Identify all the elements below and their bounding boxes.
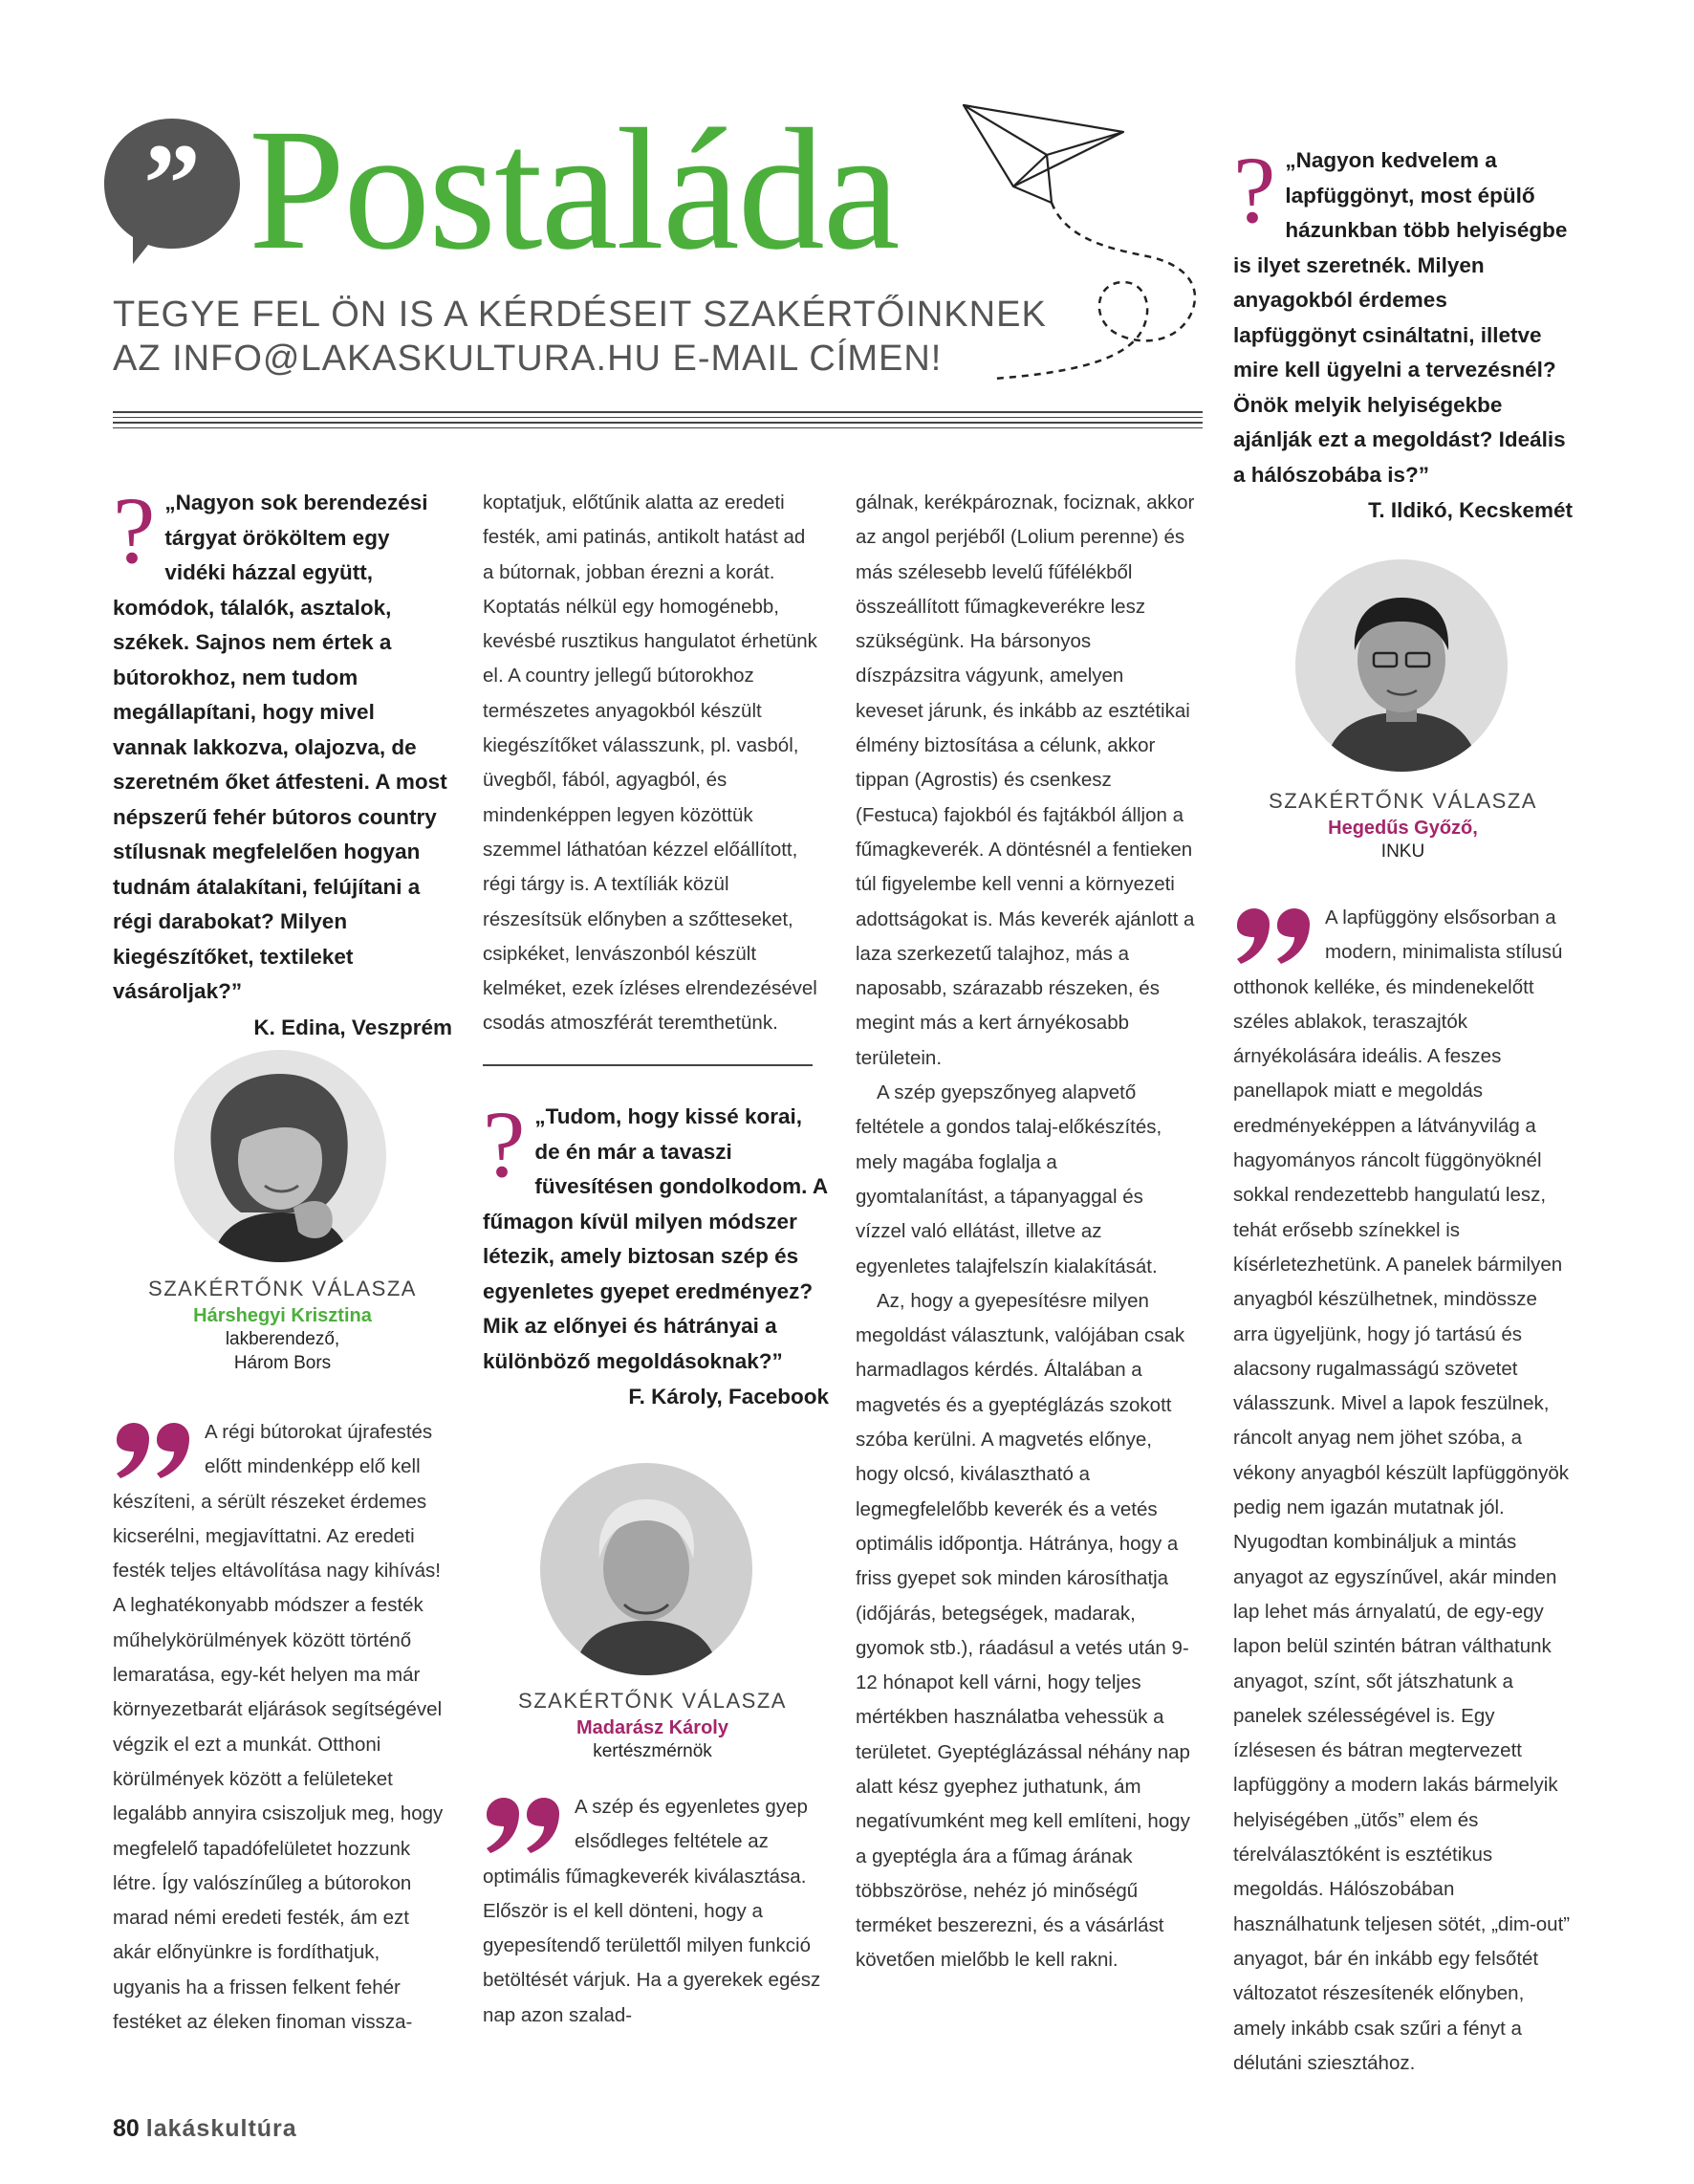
subtitle-line-1: TEGYE FEL ÖN IS A KÉRDÉSEIT SZAKÉRTŐINKNEK — [113, 295, 1047, 335]
answer-2-paragraph-3: Az, hogy a gyepesítésre milyen megoldást választunk, valójában csak harmadlagos kérdés. Általában a magvetés és a gyeptéglázás szokott szóba kerülni. A magvetés előnye, hogy olcsó, kiválasztható a legmegfelelőbb keverék és a vetés optimális időpontja. Hátránya, hogy a friss gyepet sok minden károsíthatja (időjárás, betegségek, madarak, gyomok stb.), ráadásul a vetés után 9-12 hónapot kell várni, hogy teljes mértékben használatba vehessük a területet. Gyeptéglázással néhány nap alatt kész gyephez juthatunk, ám negatívumként meg kell említeni, hogy a gyeptégla ára a fűmag árának többszöröse, nehéz jó minőségű terméket beszerezni, és a vásárlást követően mielőbb le kell rakni. — [856, 1289, 1190, 1972]
expert-role: INKU — [1380, 841, 1425, 862]
magazine-name: lakáskultúra — [145, 2115, 297, 2142]
page-subtitle — [113, 293, 1047, 381]
expert-name: Hárshegyi Krisztina — [193, 1305, 372, 1326]
answer-2-text: A szép és egyenletes gyep elsődleges feltétele az optimális fűmagkeverék kiválasztása. Először is el kell dönteni, hogy a gyepesítendő területtől milyen funkció betöltését várjuk. Ha a gyerekek egész nap azon szalad- — [483, 1796, 821, 2026]
question-1-text: „Nagyon sok berendezési tárgyat örököltem egy vidéki házzal együtt, komódok, tálalók, asztalok, székek. Sajnos nem értek a bútorokhoz, nem tudom megállapítani, hogy mivel vannak lakkozva, olajozva, de szeretném őket átfesteni. A most népszerű fehér bútoros country stílusnak megfelelően hogyan tudnám átalakítani, felújítani a régi darabokat? Milyen kiegészítőket, textileket vásároljak?” — [113, 491, 447, 1003]
question-3-text: „Nagyon kedvelem a lapfüggönyt, most épülő házunkban több helyiségbe is ilyet szeretnék. Milyen anyagokból érdemes lapfüggönyt csináltatni, illetve mire kell ügyelni a tervezésnél? Önök melyik helyiségekbe ajánlják ezt a megoldást? Ideális a hálószobába is?” — [1233, 148, 1568, 487]
page-number: 80 — [113, 2115, 140, 2142]
quote-marks-icon — [113, 1423, 193, 1480]
answer-2-paragraph-2: A szép gyepszőnyeg alapvető feltétele a gondos talaj-előkészítés, mely magába foglalja a gyomtalanítást, a tápanyaggal és vízzel való ellátást, illetve az egyenletes talajfelszín kialakítását. — [856, 1081, 1162, 1278]
quote-marks-icon — [1233, 908, 1314, 966]
expert-role-2: Három Bors — [233, 1353, 332, 1373]
question-mark-icon: ? — [483, 1091, 526, 1197]
expert-label: SZAKÉRTŐNK VÁLASZA — [148, 1277, 417, 1300]
question-2-text: „Tudom, hogy kissé korai, de én már a tavaszi füvesítésen gondolkodom. A fűmagon kívül milyen módszer létezik, amely biztosan szép és egyenletes gyepet eredményez? Mik az előnyei és hátrányai a különböző megoldásoknak?” — [483, 1104, 828, 1373]
expert-name: Hegedűs Győző, — [1328, 818, 1478, 839]
question-mark-icon: ? — [113, 477, 156, 583]
answer-3-text: A lapfüggöny elsősorban a modern, minimalista stílusú otthonok kelléke, és mindenekelőtt széles ablakok, teraszajtók árnyékolására ideális. A feszes panellapok miatt e megoldás eredményeképpen a látványvilág a hagyományos ráncolt függönyöknél sokkal rendezettebb hangulatú lesz, tehát erősebb színekkel is kísérletezhetünk. A panelek bármilyen anyagból készülhetnek, mindössze arra ügyeljünk, hogy jó tartású és alacsony rugalmasságú szövetet válasszunk. Mivel a lapok feszülnek, ráncolt anyag nem jöhet szóba, a vékony anyagból készült lapfüggönyök pedig nem igazán mutatnak jól. Nyugodtan kombináljuk a mintás anyagot az egyszínűvel, akár minden lap lehet más árnyalatú, de egy-egy lapon belül szintén bátran válthatunk anyagot, színt, sőt játszhatunk a panelek szélességével is. Egy ízlésesen és bátran megtervezett lapfüggöny a modern lakás bármelyik helyiségében „ütős” elem és térelválasztóként is esztétikus megoldás. Hálószobában használhatunk teljesen sötét, „dim-out” anyagot, bár én inkább egy felsőtét változatot részesítenék előnyben, amely inkább csak szűri a fényt a délutáni sziesztához. — [1233, 906, 1571, 2074]
question-3 — [1233, 137, 1573, 523]
question-3-signature: T. Ildikó, Kecskemét — [1368, 498, 1573, 522]
answer-1-col-2: koptatjuk, előtűnik alatta az eredeti festék, ami patinás, antikolt hatást ad a bútornak, jobban érezni a korát. Koptatás nélkül egy homogénebb, kevésbé rusztikus hangulatot érhetünk el. A country jellegű bútorokhoz természetes anyagokból készült kiegészítőket válasszunk, pl. vasból, üvegből, fából, agyagból, és mindenképpen legyen közöttük szemmel láthatóan kézzel előállított, régi tárgy is. A textíliák közül részesítsük előnyben a szőtteseket, csipkéket, lenvászonból készült kelméket, ezek ízléses elrendezésével csodás atmoszférát teremthetünk. — [483, 491, 817, 1035]
answer-3 — [1233, 901, 1573, 2081]
page-footer — [113, 2115, 297, 2143]
answer-1-col-1 — [113, 1415, 452, 2040]
expert-photo-hegedus — [1295, 559, 1508, 772]
quote-marks-icon — [483, 1798, 563, 1855]
paper-plane-icon — [956, 96, 1214, 392]
quote-bubble-icon — [100, 115, 244, 268]
question-2-signature: F. Károly, Facebook — [628, 1385, 829, 1409]
answer-2-paragraph-1: gálnak, kerékpároznak, fociznak, akkor az angol perjéből (Lolium perenne) és más szélesebb levelű fűfélékből összeállított fűmagkeverékre lesz szükségünk. Ha bársonyos díszpázsitra vágyunk, amelyen keveset járunk, és inkább az esztétikai élmény biztosítása a célunk, akkor tippan (Agrostis) és csenkesz (Festuca) fajokból és fajtákból álljon a fűmagkeverék. A döntésnél a fentieken túl figyelembe kell venni a környezeti adottságokat is. Más keverék ajánlott a laza szerkezetű talajhoz, más a naposabb, szárazabb részeken, és megint más a kert árnyékosabb területein. — [856, 491, 1195, 1069]
question-1 — [113, 477, 452, 1040]
expert-role: kertészmérnök — [593, 1741, 712, 1761]
expert-label: SZAKÉRTŐNK VÁLASZA — [1269, 789, 1537, 813]
page-title: Postaláda — [249, 94, 899, 286]
expert-label: SZAKÉRTŐNK VÁLASZA — [518, 1689, 787, 1713]
answer-1-text: A régi bútorokat újrafestés előtt mindenképp elő kell készíteni, a sérült részeket érdemes kicserélni, megjavíttatni. Az eredeti festék teljes eltávolítása nagy kihívás! A leghatékonyabb módszer a festék műhelykörülmények között történő lemaratása, egy-két helyen ma már környezetbarát eljárások segítségével végzik el ezt a munkát. Otthoni körülmények között a felületeket legalább annyira csiszoljuk meg, hogy megfelelő tapadófelületet hozzunk létre. Így valószínűleg a bútorokon marad némi eredeti festék, ám ezt akár előnyünkre is fordíthatjuk, ugyanis ha a frissen felkent fehér festéket az éleken finoman vissza- — [113, 1421, 444, 2034]
column-divider — [483, 1064, 813, 1066]
expert-block-3 — [1233, 789, 1573, 863]
expert-role-1: lakberendező, — [225, 1329, 340, 1349]
expert-block-1 — [113, 1277, 452, 1375]
question-2 — [483, 1091, 829, 1409]
expert-name: Madarász Károly — [576, 1717, 728, 1738]
svg-text:”: ” — [143, 120, 201, 247]
expert-block-2 — [483, 1689, 822, 1763]
question-mark-icon: ? — [1233, 137, 1276, 243]
answer-2-col-2 — [483, 1790, 822, 2033]
expert-photo-harshegyi — [174, 1050, 386, 1262]
subtitle-line-2: AZ INFO@LAKASKULTURA.HU E-MAIL CÍMEN! — [113, 339, 943, 379]
header-rules — [113, 411, 1203, 432]
question-1-signature: K. Edina, Veszprém — [253, 1015, 452, 1039]
expert-photo-madarasz — [540, 1463, 752, 1675]
answer-2-col-3 — [856, 486, 1195, 1978]
